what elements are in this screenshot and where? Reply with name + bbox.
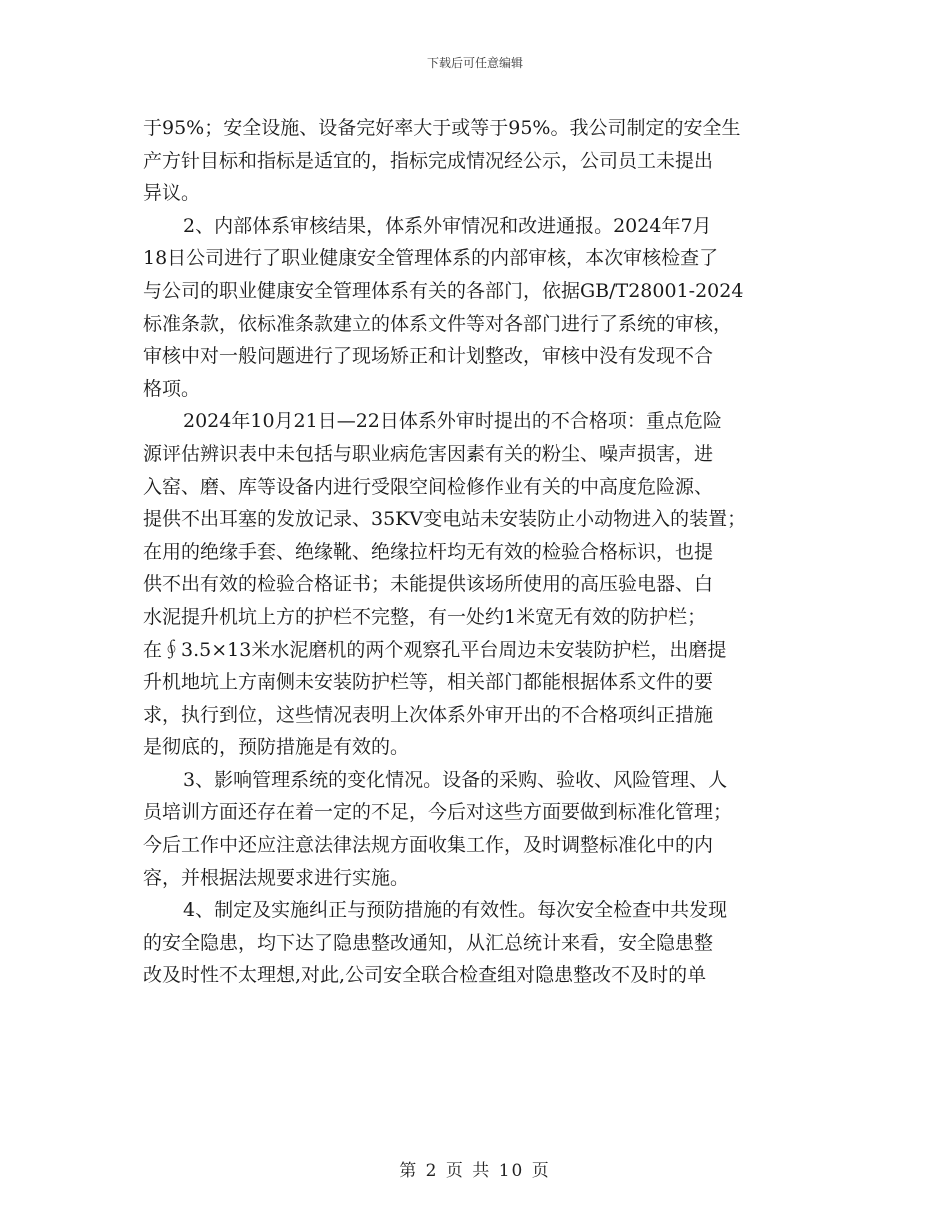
- text-line: 是彻底的，预防措施是有效的。: [143, 736, 410, 759]
- text-line: 供不出有效的检验合格证书；未能提供该场所使用的高压验电器、白: [143, 573, 714, 596]
- text-line: 于95%；安全设施、设备完好率大于或等于95%。我公司制定的安全生: [143, 117, 741, 139]
- text-line: 水泥提升机坑上方的护栏不完整，有一处约1米宽无有效的防护栏；: [143, 605, 707, 628]
- document-body: [143, 112, 807, 992]
- paragraph-start-line: 2、内部体系审核结果，体系外审情况和改进通报。2024年7月: [183, 214, 712, 237]
- paragraph-start-line: 2024年10月21日—22日体系外审时提出的不合格项：重点危险: [183, 410, 722, 433]
- text-line: 在∮3.5×13米水泥磨机的两个观察孔平台周边未安装防护栏，出磨提: [143, 638, 727, 661]
- text-line: 提供不出耳塞的发放记录、35KV变电站未安装防止小动物进入的装置；: [143, 508, 747, 531]
- paragraph-start-line: 3、影响管理系统的变化情况。设备的采购、验收、风险管理、人: [183, 768, 728, 791]
- text-line: 升机地坑上方南侧未安装防护栏等，相关部门都能根据体系文件的要: [143, 671, 714, 694]
- text-line: 18日公司进行了职业健康安全管理体系的内部审核，本次审核检查了: [143, 247, 719, 270]
- text-line: 格项。: [143, 377, 201, 400]
- page-number-footer: 第 2 页 共 10 页: [399, 1161, 551, 1181]
- text-line: 源评估辨识表中未包括与职业病危害因素有关的粉尘、噪声损害，进: [143, 442, 714, 465]
- text-line: 异议。: [143, 182, 201, 205]
- text-line: 标准条款，依标准条款建立的体系文件等对各部门进行了系统的审核，: [143, 312, 733, 335]
- text-line: 今后工作中还应注意法律法规方面收集工作，及时调整标准化中的内: [143, 834, 714, 857]
- paragraph-start-line: 4、制定及实施纠正与预防措施的有效性。每次安全检查中共发现: [183, 899, 728, 922]
- text-line: 员培训方面还存在着一定的不足，今后对这些方面要做到标准化管理；: [143, 801, 733, 824]
- text-line: 改及时性不太理想,对此,公司安全联合检查组对隐患整改不及时的单: [143, 964, 707, 987]
- text-line: 的安全隐患，均下达了隐患整改通知，从汇总统计来看，安全隐患整: [143, 931, 714, 954]
- text-line: 入窑、磨、库等设备内进行受限空间检修作业有关的中高度危险源、: [143, 475, 714, 498]
- text-line: 在用的绝缘手套、绝缘靴、绝缘拉杆均无有效的检验合格标识，也提: [143, 540, 714, 563]
- text-line: 求，执行到位，这些情况表明上次体系外审开出的不合格项纠正措施: [143, 703, 714, 726]
- text-line: 与公司的职业健康安全管理体系有关的各部门，依据GB/T28001-2024: [143, 279, 744, 302]
- text-line: 产方针目标和指标是适宜的，指标完成情况经公示，公司员工未提出: [143, 149, 714, 172]
- text-line: 审核中对一般问题进行了现场矫正和计划整改，审核中没有发现不合: [143, 345, 714, 368]
- text-line: 容，并根据法规要求进行实施。: [143, 866, 410, 889]
- page-header: 下载后可任意编辑: [426, 56, 523, 70]
